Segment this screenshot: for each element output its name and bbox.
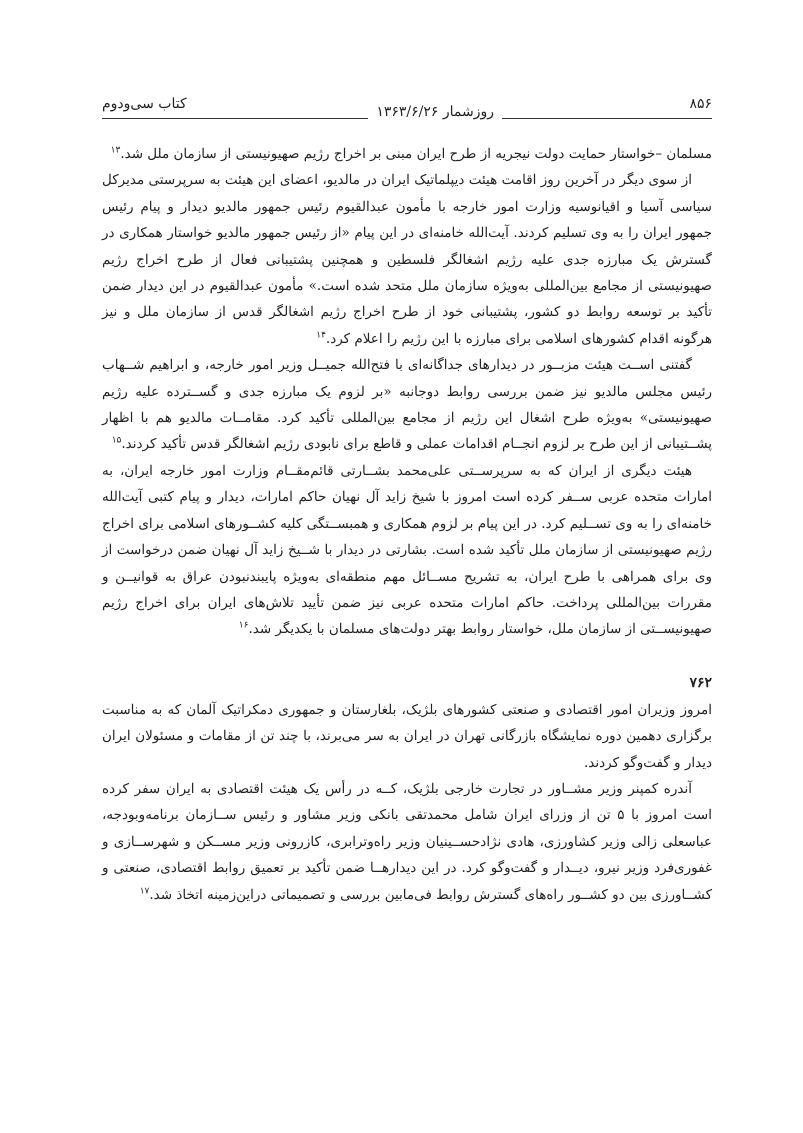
- paragraph: [102, 352, 712, 458]
- header-date: روزشمار ۱۳۶۳/۶/۲۶: [368, 100, 502, 124]
- paragraph-text: هیئت دیگری از ایران که به سرپرســتی علی‌محمد بشــارتی قائم‌مقــام وزارت امور خارجه ایران، به امارات متحده عربی ســفر کرده است امروز با شیخ زاید آل نهیان حاکم امارات، دیدار و پیام کتبی آیت‌الله خامنه‌ای را به وی تســلیم کرد. در این پیام بر لزوم همکاری و همبســتگی کلیه کشــورهای اسلامی برای اخراج رژیم صهیونیستی از سازمان ملل تأکید شده است. بشارتی در دیدار با شــیخ زاید آل نهیان ضمن درخواست از وی برای همراهی با طرح ایران، به تشریح مســائل مهم منطقه‌ای به‌ویژه پایبندنبودن عراق به قوانیــن و مقررات بین‌المللی پرداخت. حاکم امارات متحده عربی نیز ضمن تأیید تلاش‌های ایران برای اخراج رژیم صهیونیســتی از سازمان ملل، خواستار روابط بهتر دولت‌های مسلمان با یکدیگر شد.: [102, 462, 712, 638]
- footnote-marker: ۱۶: [238, 620, 249, 631]
- paragraph-text: گفتنی اســت هیئت مزبــور در دیدارهای جداگانه‌ای با فتح‌الله جمیــل وزیر امور خارجه، و ابراهیم شــهاب رئیس مجلس مالدیو نیز ضمن بررسی روابط دوجانبه «بر لزوم یک مبارزه جدی و گســترده علیه رژیم صهیونیستی» به‌ویژه طرح اشغال این رژیم از مجامع بین‌المللی تأکید کرد. مقامــات مالدیو هم با اظهار پشــتیبانی از این طرح بر لزوم انجــام اقدامات عملی و قاطع برای نابودی رژیم اشغالگر قدس تأکید کردند.: [102, 357, 712, 453]
- entry-number: ۷۶۲: [689, 674, 712, 691]
- footnote-marker: ۱۴: [316, 330, 326, 341]
- main-text: [102, 141, 712, 908]
- paragraph: [102, 776, 712, 908]
- paragraph-text: آندره کمپنر وزیر مشــاور در تجارت خارجی بلژیک، کــه در رأس یک هیئت اقتصادی به ایران سفر کرده است امروز با ۵ تن از وزرای ایران شامل محمدتقی بانکی وزیر مشاور و رئیس ســازمان برنامه‌وبودجه، عباسعلی زالی وزیر کشاورزی، هادی نژادحســینیان وزیر راه‌وترابری، کازرونی وزیر مســکن و شهرســازی و غفوری‌فرد وزیر نیرو، دیــدار و گفت‌وگو کرد. در این دیدارهــا ضمن تأکید بر تعمیق روابط اقتصادی، صنعتی و کشــاورزی بین دو کشــور راه‌های گسترش روابط فی‌مابین بررسی و تصمیماتی دراین‌زمینه اتخاذ شد.: [102, 780, 712, 903]
- paragraph: [102, 697, 712, 776]
- page-number: ۸۵۶: [689, 96, 712, 112]
- footnote-marker: ۱۳: [110, 145, 121, 156]
- footnote-marker: ۱۵: [111, 435, 122, 446]
- paragraph: [102, 458, 712, 643]
- paragraph-text: مسلمان –خواستار حمایت دولت نیجریه از طرح ایران مبنی بر اخراج رژیم صهیونیستی از سازمان ملل شد.: [120, 146, 712, 162]
- paragraph-text: از سوی دیگر در آخرین روز اقامت هیئت دیپلماتیک ایران در مالدیو، اعضای این هیئت به سرپرستی مدیرکل سیاسی آسیا و اقیانوسیه وزارت امور خارجه با مأمون عبدالقیوم رئیس جمهور مالدیو دیدار و پیام رئیس جمهور ایران را به وی تسلیم کردند. آیت‌الله خامنه‌ای در این پیام «از رئیس جمهور مالدیو خواستار همکاری در گسترش یک مبارزه جدی علیه رژیم اشغالگر فلسطین و همچنین پشتیبانی فعال از طرح اخراج رژیم صهیونیستی از مجامع بین‌المللی به‌ویژه سازمان ملل متحد شده است.» مأمون عبدالقیوم در این دیدار ضمن تأکید بر توسعه روابط دو کشور، پشتیبانی خود از طرح اخراج رژیم اشغالگر قدس از سازمان ملل و نیز هرگونه اقدام کشورهای اسلامی برای مبارزه با این رژیم را اعلام کرد.: [102, 172, 712, 347]
- book-title: کتاب سی‌ودوم: [102, 96, 187, 112]
- paragraph: [102, 167, 712, 352]
- footnote-marker: ۱۷: [139, 886, 150, 897]
- paragraph: [102, 141, 712, 167]
- running-header: [102, 92, 712, 119]
- book-page: [102, 92, 712, 908]
- paragraph-text: امروز وزیران امور اقتصادی و صنعتی کشورهای بلژیک، بلغارستان و جمهوری دمکراتیک آلمان که به مناسبت برگزاری دهمین دوره نمایشگاه بازرگانی تهران در ایران به سر می‌برند، با چند تن از مقامات و مسئولان ایران دیدار و گفت‌وگو کردند.: [102, 701, 712, 771]
